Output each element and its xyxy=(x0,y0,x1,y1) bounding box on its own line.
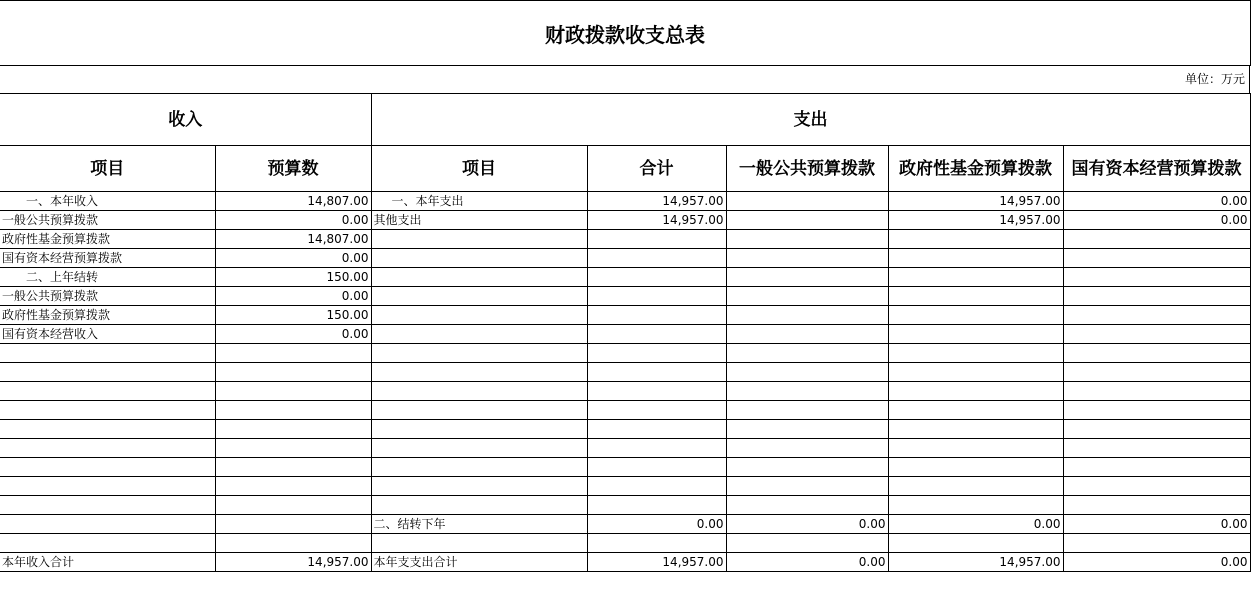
total-cell xyxy=(587,496,726,515)
gov-fund-cell xyxy=(888,344,1063,363)
total-cell xyxy=(587,458,726,477)
table-row xyxy=(0,230,1250,249)
expense-item-cell xyxy=(371,363,587,382)
income-item-cell: 国有资本经营预算拨款 xyxy=(0,249,215,268)
income-amount-cell xyxy=(215,496,371,515)
total-cell: 14,957.00 xyxy=(587,192,726,211)
income-amount-cell xyxy=(215,363,371,382)
sheet-title: 财政拨款收支总表 xyxy=(0,0,1251,66)
expense-item-cell xyxy=(371,401,587,420)
table-row xyxy=(0,363,1250,382)
expense-item-cell: 其他支出 xyxy=(371,211,587,230)
gov-fund-cell xyxy=(888,363,1063,382)
table-row xyxy=(0,192,1250,211)
total-cell: 0.00 xyxy=(587,515,726,534)
income-item-cell: 政府性基金预算拨款 xyxy=(0,306,215,325)
total-cell xyxy=(587,268,726,287)
header-gov-fund: 政府性基金预算拨款 xyxy=(888,146,1063,192)
expense-item-cell xyxy=(371,534,587,553)
general-public-cell xyxy=(726,363,888,382)
expense-item-cell xyxy=(371,420,587,439)
state-capital-cell: 0.00 xyxy=(1063,192,1250,211)
state-capital-cell xyxy=(1063,420,1250,439)
general-public-cell xyxy=(726,496,888,515)
total-cell xyxy=(587,344,726,363)
income-item-cell xyxy=(0,401,215,420)
expense-item-cell xyxy=(371,382,587,401)
table-row xyxy=(0,306,1250,325)
state-capital-cell xyxy=(1063,268,1250,287)
general-public-cell xyxy=(726,420,888,439)
state-capital-cell xyxy=(1063,534,1250,553)
income-item-cell: 国有资本经营收入 xyxy=(0,325,215,344)
income-item-cell: 二、上年结转 xyxy=(0,268,215,287)
gov-fund-cell xyxy=(888,439,1063,458)
income-amount-cell xyxy=(215,515,371,534)
expense-item-cell xyxy=(371,287,587,306)
table-row xyxy=(0,382,1250,401)
gov-fund-cell xyxy=(888,477,1063,496)
state-capital-cell xyxy=(1063,496,1250,515)
income-amount-cell xyxy=(215,382,371,401)
income-amount-cell: 0.00 xyxy=(215,287,371,306)
expense-item-cell xyxy=(371,325,587,344)
gov-fund-cell: 14,957.00 xyxy=(888,211,1063,230)
expense-item-cell xyxy=(371,268,587,287)
income-item-cell xyxy=(0,344,215,363)
gov-fund-cell: 0.00 xyxy=(888,515,1063,534)
total-cell xyxy=(587,401,726,420)
state-capital-cell: 0.00 xyxy=(1063,553,1250,572)
income-item-cell xyxy=(0,477,215,496)
table-row xyxy=(0,534,1250,553)
state-capital-cell xyxy=(1063,458,1250,477)
income-item-cell: 本年收入合计 xyxy=(0,553,215,572)
total-cell xyxy=(587,382,726,401)
state-capital-cell xyxy=(1063,230,1250,249)
income-amount-cell xyxy=(215,401,371,420)
table-row xyxy=(0,344,1250,363)
gov-fund-cell xyxy=(888,401,1063,420)
state-capital-cell xyxy=(1063,382,1250,401)
total-cell xyxy=(587,306,726,325)
income-amount-cell: 14,807.00 xyxy=(215,192,371,211)
general-public-cell xyxy=(726,287,888,306)
gov-fund-cell xyxy=(888,325,1063,344)
header-income-budget: 预算数 xyxy=(215,146,371,192)
general-public-cell xyxy=(726,344,888,363)
total-cell xyxy=(587,477,726,496)
total-cell: 14,957.00 xyxy=(587,211,726,230)
total-cell xyxy=(587,420,726,439)
income-item-cell: 一般公共预算拨款 xyxy=(0,287,215,306)
header-expense-item: 项目 xyxy=(371,146,587,192)
header-general-public: 一般公共预算拨款 xyxy=(726,146,888,192)
income-item-cell xyxy=(0,496,215,515)
income-item-cell: 一般公共预算拨款 xyxy=(0,211,215,230)
general-public-cell xyxy=(726,192,888,211)
general-public-cell xyxy=(726,458,888,477)
general-public-cell xyxy=(726,325,888,344)
total-cell xyxy=(587,363,726,382)
general-public-cell xyxy=(726,382,888,401)
gov-fund-cell xyxy=(888,268,1063,287)
state-capital-cell xyxy=(1063,249,1250,268)
income-amount-cell: 14,807.00 xyxy=(215,230,371,249)
gov-fund-cell xyxy=(888,458,1063,477)
income-amount-cell xyxy=(215,458,371,477)
general-public-cell xyxy=(726,249,888,268)
table-row xyxy=(0,287,1250,306)
table-row xyxy=(0,268,1250,287)
expense-item-cell xyxy=(371,496,587,515)
state-capital-cell xyxy=(1063,306,1250,325)
income-amount-cell: 0.00 xyxy=(215,249,371,268)
expense-item-cell: 一、本年支出 xyxy=(371,192,587,211)
income-item-cell xyxy=(0,534,215,553)
state-capital-cell: 0.00 xyxy=(1063,515,1250,534)
income-amount-cell: 0.00 xyxy=(215,325,371,344)
state-capital-cell xyxy=(1063,439,1250,458)
gov-fund-cell xyxy=(888,249,1063,268)
income-item-cell: 政府性基金预算拨款 xyxy=(0,230,215,249)
state-capital-cell: 0.00 xyxy=(1063,211,1250,230)
total-cell xyxy=(587,325,726,344)
income-amount-cell xyxy=(215,534,371,553)
general-public-cell xyxy=(726,477,888,496)
expense-item-cell xyxy=(371,306,587,325)
gov-fund-cell: 14,957.00 xyxy=(888,553,1063,572)
gov-fund-cell xyxy=(888,287,1063,306)
income-amount-cell xyxy=(215,439,371,458)
expense-item-cell: 本年支支出合计 xyxy=(371,553,587,572)
total-cell xyxy=(587,439,726,458)
table-row xyxy=(0,401,1250,420)
column-header-row xyxy=(0,146,1250,192)
state-capital-cell xyxy=(1063,344,1250,363)
gov-fund-cell xyxy=(888,382,1063,401)
unit-label: 单位：万元 xyxy=(1184,72,1245,86)
expense-item-cell xyxy=(371,230,587,249)
income-item-cell xyxy=(0,382,215,401)
table-row xyxy=(0,477,1250,496)
table-row xyxy=(0,249,1250,268)
table-row xyxy=(0,420,1250,439)
expense-item-cell xyxy=(371,477,587,496)
table-row xyxy=(0,553,1250,572)
general-public-cell xyxy=(726,268,888,287)
table-row xyxy=(0,458,1250,477)
income-amount-cell: 0.00 xyxy=(215,211,371,230)
table-row xyxy=(0,211,1250,230)
income-item-cell xyxy=(0,458,215,477)
header-state-capital: 国有资本经营预算拨款 xyxy=(1063,146,1250,192)
table-row xyxy=(0,439,1250,458)
income-item-cell: 一、本年收入 xyxy=(0,192,215,211)
gov-fund-cell xyxy=(888,420,1063,439)
income-item-cell xyxy=(0,515,215,534)
unit-row xyxy=(0,65,1250,93)
state-capital-cell xyxy=(1063,325,1250,344)
general-public-cell xyxy=(726,401,888,420)
income-amount-cell: 14,957.00 xyxy=(215,553,371,572)
header-income-item: 项目 xyxy=(0,146,215,192)
gov-fund-cell xyxy=(888,534,1063,553)
general-public-cell xyxy=(726,439,888,458)
total-cell xyxy=(587,230,726,249)
total-cell: 14,957.00 xyxy=(587,553,726,572)
general-public-cell xyxy=(726,211,888,230)
gov-fund-cell xyxy=(888,306,1063,325)
general-public-cell: 0.00 xyxy=(726,553,888,572)
expense-item-cell xyxy=(371,344,587,363)
gov-fund-cell xyxy=(888,230,1063,249)
income-amount-cell: 150.00 xyxy=(215,268,371,287)
income-item-cell xyxy=(0,420,215,439)
expense-item-cell xyxy=(371,439,587,458)
total-cell xyxy=(587,534,726,553)
general-public-cell xyxy=(726,534,888,553)
general-public-cell: 0.00 xyxy=(726,515,888,534)
income-amount-cell: 150.00 xyxy=(215,306,371,325)
table-row xyxy=(0,496,1250,515)
revenue-expense-table xyxy=(0,93,1251,572)
state-capital-cell xyxy=(1063,401,1250,420)
state-capital-cell xyxy=(1063,477,1250,496)
income-amount-cell xyxy=(215,477,371,496)
expense-item-cell xyxy=(371,249,587,268)
state-capital-cell xyxy=(1063,363,1250,382)
income-amount-cell xyxy=(215,344,371,363)
section-income: 收入 xyxy=(0,94,371,146)
table-row xyxy=(0,515,1250,534)
total-cell xyxy=(587,287,726,306)
section-header-row xyxy=(0,94,1250,146)
gov-fund-cell xyxy=(888,496,1063,515)
income-amount-cell xyxy=(215,420,371,439)
general-public-cell xyxy=(726,306,888,325)
expense-item-cell: 二、结转下年 xyxy=(371,515,587,534)
table-row xyxy=(0,325,1250,344)
income-item-cell xyxy=(0,439,215,458)
total-cell xyxy=(587,249,726,268)
general-public-cell xyxy=(726,230,888,249)
state-capital-cell xyxy=(1063,287,1250,306)
header-total: 合计 xyxy=(587,146,726,192)
expense-item-cell xyxy=(371,458,587,477)
section-expense: 支出 xyxy=(371,94,1250,146)
gov-fund-cell: 14,957.00 xyxy=(888,192,1063,211)
income-item-cell xyxy=(0,363,215,382)
